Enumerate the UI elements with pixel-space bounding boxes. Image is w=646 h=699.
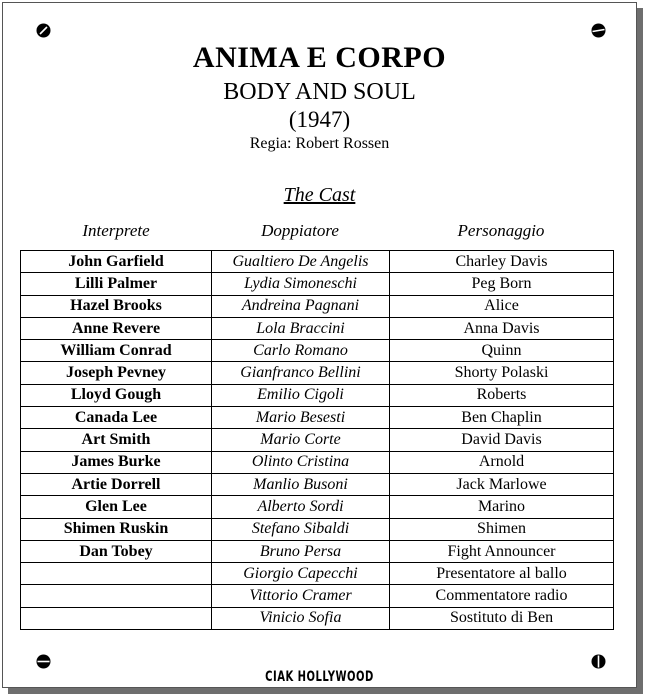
cast-actor: Shimen Ruskin <box>21 518 212 540</box>
cast-character: Commentatore radio <box>390 585 614 607</box>
cast-dubber: Lydia Simoneschi <box>212 273 390 295</box>
cast-character: Roberts <box>390 384 614 406</box>
cast-dubber: Emilio Cigoli <box>212 384 390 406</box>
table-row <box>21 340 614 362</box>
cast-dubber: Giorgio Capecchi <box>212 563 390 585</box>
cast-character: David Davis <box>390 429 614 451</box>
cast-actor: Dan Tobey <box>21 540 212 562</box>
cast-character: Quinn <box>390 340 614 362</box>
cast-dubber: Manlio Busoni <box>212 473 390 495</box>
cast-character: Anna Davis <box>390 317 614 339</box>
cast-dubber: Gianfranco Bellini <box>212 362 390 384</box>
film-title-italian: ANIMA E CORPO <box>192 41 447 74</box>
cast-dubber: Andreina Pagnani <box>212 295 390 317</box>
cast-actor: John Garfield <box>21 251 212 273</box>
cast-actor: James Burke <box>21 451 212 473</box>
cast-actor: Joseph Pevney <box>21 362 212 384</box>
ciak-hollywood-logo: CIAK HOLLYWOOD <box>265 669 374 686</box>
cast-actor <box>21 607 212 629</box>
table-row <box>21 407 614 429</box>
cast-actor: Artie Dorrell <box>21 473 212 495</box>
cast-dubber: Carlo Romano <box>212 340 390 362</box>
cast-character: Shorty Polaski <box>390 362 614 384</box>
table-row <box>21 473 614 495</box>
cast-dubber: Bruno Persa <box>212 540 390 562</box>
cast-character: Fight Announcer <box>390 540 614 562</box>
cast-actor <box>21 563 212 585</box>
table-row <box>21 451 614 473</box>
cast-character: Presentatore al ballo <box>390 563 614 585</box>
cast-actor: Canada Lee <box>21 407 212 429</box>
cast-character: Jack Marlowe <box>390 473 614 495</box>
column-header-character: Personaggio <box>457 221 545 240</box>
cast-actor: Lloyd Gough <box>21 384 212 406</box>
cast-dubber: Mario Besesti <box>212 407 390 429</box>
cast-actor <box>21 585 212 607</box>
cast-plate <box>2 2 637 688</box>
cast-character: Sostituto di Ben <box>390 607 614 629</box>
table-row <box>21 518 614 540</box>
screw-icon <box>36 23 51 38</box>
cast-dubber: Lola Braccini <box>212 317 390 339</box>
cast-character: Charley Davis <box>390 251 614 273</box>
column-header-actor: Interprete <box>82 221 150 240</box>
cast-character: Arnold <box>390 451 614 473</box>
cast-character: Marino <box>390 496 614 518</box>
cast-actor: Lilli Palmer <box>21 273 212 295</box>
table-row <box>21 317 614 339</box>
screw-icon <box>36 654 51 669</box>
cast-actor: Hazel Brooks <box>21 295 212 317</box>
cast-character: Ben Chaplin <box>390 407 614 429</box>
table-row <box>21 362 614 384</box>
table-row <box>21 295 614 317</box>
table-row <box>21 496 614 518</box>
screw-icon <box>591 23 606 38</box>
table-row <box>21 563 614 585</box>
table-row <box>21 251 614 273</box>
cast-actor: Glen Lee <box>21 496 212 518</box>
cast-actor: William Conrad <box>21 340 212 362</box>
cast-character: Shimen <box>390 518 614 540</box>
table-row <box>21 607 614 629</box>
cast-dubber: Gualtiero De Angelis <box>212 251 390 273</box>
cast-dubber: Vinicio Sofia <box>212 607 390 629</box>
table-row <box>21 585 614 607</box>
table-row <box>21 429 614 451</box>
table-row <box>21 540 614 562</box>
cast-table <box>20 250 614 630</box>
screw-icon <box>591 654 606 669</box>
film-year: (1947) <box>288 107 351 132</box>
cast-heading: The Cast <box>283 184 356 206</box>
cast-actor: Art Smith <box>21 429 212 451</box>
cast-character: Peg Born <box>390 273 614 295</box>
column-header-dubber: Doppiatore <box>261 221 339 240</box>
table-row <box>21 384 614 406</box>
cast-dubber: Vittorio Cramer <box>212 585 390 607</box>
cast-dubber: Stefano Sibaldi <box>212 518 390 540</box>
cast-character: Alice <box>390 295 614 317</box>
film-title-english: BODY AND SOUL <box>223 79 416 105</box>
cast-actor: Anne Revere <box>21 317 212 339</box>
cast-dubber: Olinto Cristina <box>212 451 390 473</box>
director: Regia: Robert Rossen <box>249 135 390 152</box>
table-row <box>21 273 614 295</box>
cast-dubber: Alberto Sordi <box>212 496 390 518</box>
cast-dubber: Mario Corte <box>212 429 390 451</box>
